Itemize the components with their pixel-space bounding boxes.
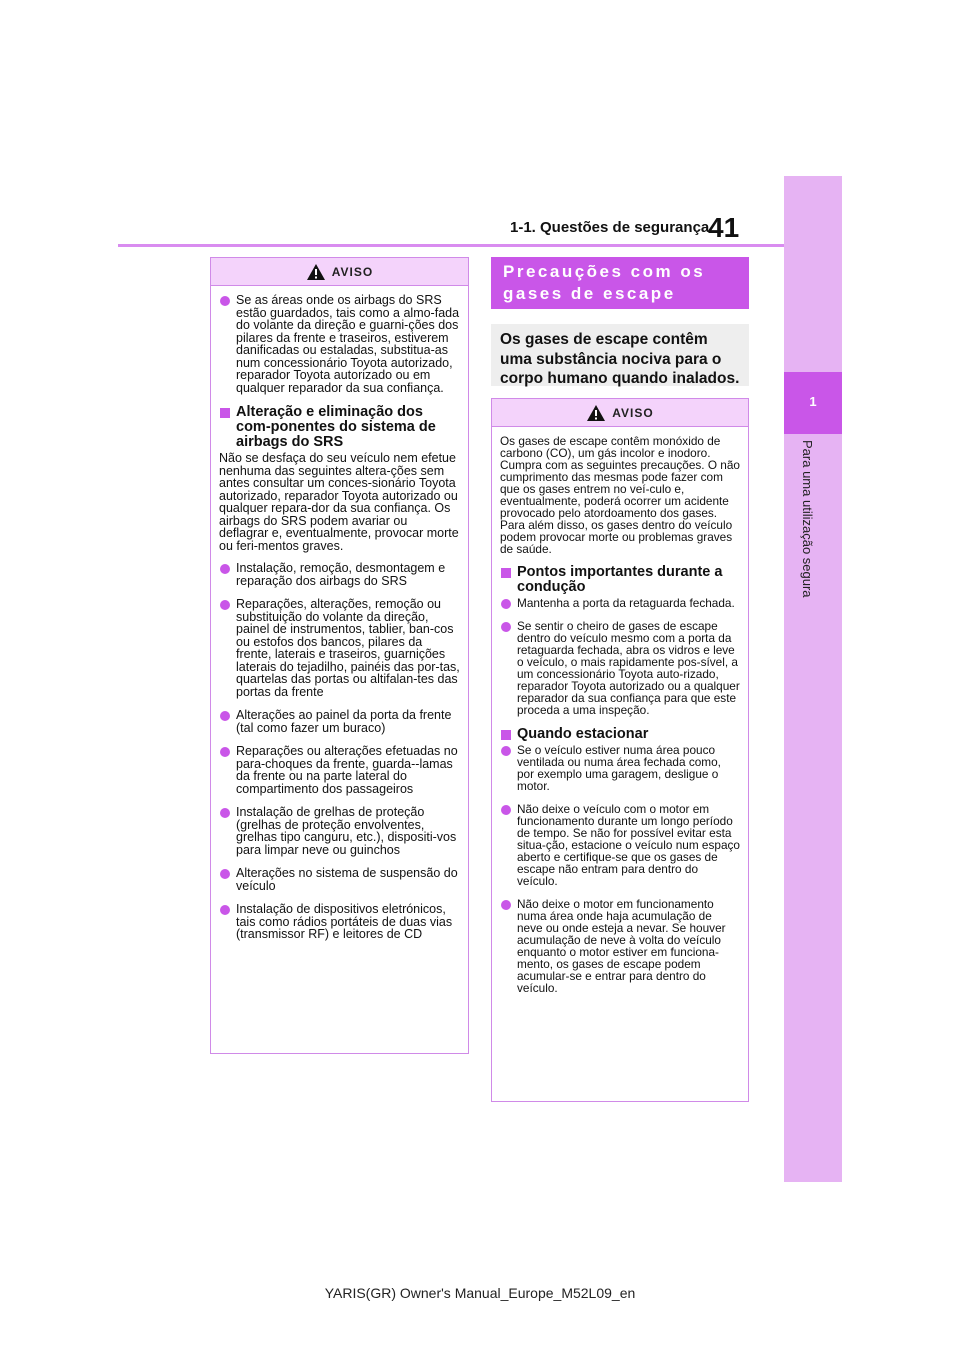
list-item: Se sentir o cheiro de gases de escape dentro do veículo mesmo com a porta da retaguarda fechada, abra os vidros e leve o veículo, o mais rapidamente pos-sível, a um concessionário Toyota auto-rizado, reparador Toyota autorizado ou a qualquer reparador da sua confiança para que este proceda a uma inspeção.: [500, 620, 740, 716]
list-item: Instalação, remoção, desmontagem e reparação dos airbags do SRS: [219, 562, 460, 587]
warning-bullet: Se as áreas onde os airbags do SRS estão guardados, tais como a almo-fada do volante da direção e guarni-ções dos pilares da frente e traseiros, estiverem danificadas ou estaladas, substitua-as num concessionário Toyota autorizado, reparador Toyota autorizado ou em qualquer reparador da sua confiança.: [219, 294, 460, 394]
parking-subheading: Quando estacionar: [500, 727, 740, 742]
chapter-label: Para uma utilização segura: [800, 440, 815, 598]
list-item: Não deixe o veículo com o motor em funcionamento durante um longo período de tempo. Se não for possível evitar esta situa-ção, estacione o veículo num espaço aberto e certifique-se que os gases de escape não entram para dentro do veículo.: [500, 803, 740, 887]
footer-manual-id: YARIS(GR) Owner's Manual_Europe_M52L09_en: [324, 1285, 636, 1301]
list-item: Instalação de dispositivos eletrónicos, tais como rádios portáteis de duas vias (transmissor RF) e leitores de CD: [219, 903, 460, 941]
exhaust-warning-paragraph: Os gases de escape contêm monóxido de carbono (CO), um gás incolor e inodoro. Cumpra com as seguintes precauções. O não cumprimento das mesmas pode fazer com que os gases entrem no veí-culo e, eventualmente, poderá ocorrer um acidente provocado pelo atordoamento dos gases. Para além disso, os gases dentro do veículo podem provocar morte ou problemas graves de saúde.: [500, 434, 740, 556]
section-title: 1-1. Questões de segurança: [510, 219, 710, 236]
left-warning-header: [211, 258, 468, 286]
exhaust-section-banner: Precauções com os gases de escape: [491, 257, 749, 309]
list-item: Reparações ou alterações efetuadas no para-choques da frente, guarda--lamas da frente ou na parte lateral do compartimento dos passageiros: [219, 745, 460, 795]
list-item: Alterações ao painel da porta da frente (tal como fazer um buraco): [219, 709, 460, 734]
chapter-number: 1: [809, 394, 817, 409]
header-divider: [118, 244, 784, 247]
airbag-paragraph: Não se desfaça do seu veículo nem efetue nenhuma das seguintes altera-ções sem antes consultar um conces-sionário Toyota autorizado, reparador Toyota autorizado ou qualquer repara-dor da sua confiança. Os airbags do SRS podem avariar ou deflagrar e, eventualmente, provocar morte ou feri-mentos graves.: [219, 451, 459, 553]
exhaust-intro: Os gases de escape contêm uma substância nociva para o corpo humano quando inalados.: [491, 324, 749, 386]
page-number: 41: [708, 212, 740, 243]
list-item: Não deixe o motor em funcionamento numa área onde haja acumulação de neve ou onde esteja a nevar. Se houver acumulação de neve à volta do veículo enquanto o motor estiver em funciona-mento, os gases de escape podem acumular-se e entrar para dentro do veículo.: [500, 898, 740, 994]
list-item: Mantenha a porta da retaguarda fechada.: [500, 597, 740, 609]
right-warning-box: [491, 398, 749, 1102]
right-warning-title: AVISO: [612, 405, 654, 420]
warning-triangle-icon: [586, 404, 606, 422]
chapter-side-tab: [784, 176, 842, 1182]
list-item: Alterações no sistema de suspensão do veículo: [219, 867, 460, 892]
driving-subheading: Pontos importantes durante a condução: [500, 565, 740, 595]
left-warning-title: AVISO: [331, 264, 374, 279]
warning-triangle-icon: [306, 263, 326, 281]
right-warning-header: [492, 399, 748, 427]
list-item: Reparações, alterações, remoção ou substituição do volante da direção, painel de instrumentos, tablier, ban-cos ou estofos dos bancos, pilares da frente, laterais e traseiros, guarnições laterais do tejadilho, painéis das por-tas, quartelas das portas ou altifalan-tes das portas da frente: [219, 598, 460, 698]
list-item: Se o veículo estiver numa área pouco ventilada ou numa área fechada como, por exemplo uma garagem, desligue o motor.: [500, 744, 740, 792]
airbag-subheading: Alteração e eliminação dos com-ponentes do sistema de airbags do SRS: [219, 405, 460, 450]
list-item: Instalação de grelhas de proteção (grelhas de proteção envolventes, grelhas tipo canguru, etc.), dispositi-vos para limpar neve ou guinchos: [219, 806, 460, 856]
left-warning-box: [210, 257, 469, 1054]
